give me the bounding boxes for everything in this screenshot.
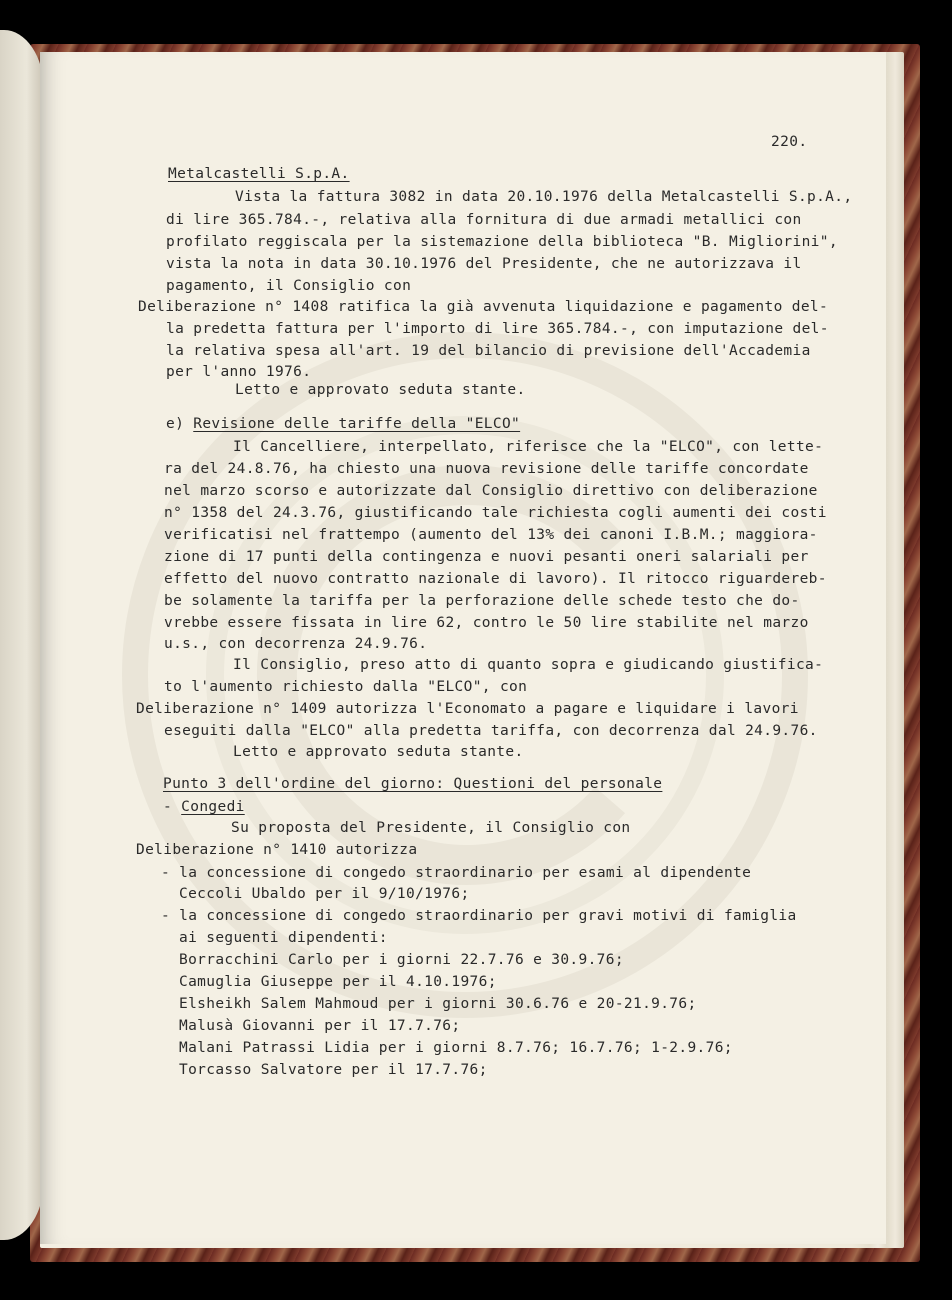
text-line: u.s., con decorrenza 24.9.76. xyxy=(164,636,428,652)
list-item: ai seguenti dipendenti: xyxy=(179,930,388,946)
text-line: Deliberazione n° 1408 ratifica la già avvenuta liquidazione e pagamento del- xyxy=(138,299,829,315)
text-line: per l'anno 1976. xyxy=(166,364,312,380)
subheading-prefix: - xyxy=(163,799,182,815)
list-item: - la concessione di congedo straordinario per gravi motivi di famiglia xyxy=(161,908,797,924)
text-line: vista la nota in data 30.10.1976 del Presidente, che ne autorizzava il xyxy=(166,256,802,272)
section-heading-personale: Punto 3 dell'ordine del giorno: Questioni del personale xyxy=(163,776,663,792)
text-line: n° 1358 del 24.3.76, giustificando tale richiesta cogli aumenti dei costi xyxy=(164,505,827,521)
page-number: 220. xyxy=(771,134,808,150)
text-line: to l'aumento richiesto dalla "ELCO", con xyxy=(164,679,528,695)
section-prefix: e) xyxy=(166,416,194,432)
text-line: vrebbe essere fissata in lire 62, contro le 50 lire stabilite nel marzo xyxy=(164,615,809,631)
text-line: Letto e approvato seduta stante. xyxy=(235,382,526,398)
text-line: verificatisi nel frattempo (aumento del 13% dei canoni I.B.M.; maggiora- xyxy=(164,527,818,543)
list-item: - la concessione di congedo straordinario per esami al dipendente xyxy=(161,865,752,881)
section-title: Revisione delle tariffe della "ELCO" xyxy=(193,416,521,432)
text-line: effetto del nuovo contratto nazionale di lavoro). Il ritocco riguardereb- xyxy=(164,571,827,587)
text-line: di lire 365.784.-, relativa alla fornitura di due armadi metallici con xyxy=(166,212,802,228)
text-line: Vista la fattura 3082 in data 20.10.1976 della Metalcastelli S.p.A., xyxy=(235,189,853,205)
text-line: Il Cancelliere, interpellato, riferisce che la "ELCO", con lette- xyxy=(233,439,824,455)
text-line: pagamento, il Consiglio con xyxy=(166,278,412,294)
list-item: Borracchini Carlo per i giorni 22.7.76 e 30.9.76; xyxy=(179,952,624,968)
list-item: Torcasso Salvatore per il 17.7.76; xyxy=(179,1062,488,1078)
text-line: be solamente la tariffa per la perforazione delle schede testo che do- xyxy=(164,593,800,609)
text-line: eseguiti dalla "ELCO" alla predetta tariffa, con decorrenza dal 24.9.76. xyxy=(164,723,818,739)
list-item: Ceccoli Ubaldo per il 9/10/1976; xyxy=(179,886,470,902)
list-item: Malusà Giovanni per il 17.7.76; xyxy=(179,1018,461,1034)
text-line: Letto e approvato seduta stante. xyxy=(233,744,524,760)
text-line: la relativa spesa all'art. 19 del bilancio di previsione dell'Accademia xyxy=(166,343,811,359)
text-line: nel marzo scorso e autorizzate dal Consiglio direttivo con deliberazione xyxy=(164,483,818,499)
subheading-congedi xyxy=(163,797,245,817)
list-item: Camuglia Giuseppe per il 4.10.1976; xyxy=(179,974,497,990)
text-line: Su proposta del Presidente, il Consiglio con xyxy=(231,820,631,836)
text-line: Deliberazione n° 1410 autorizza xyxy=(136,842,418,858)
text-line: zione di 17 punti della contingenza e nuovi pesanti oneri salariali per xyxy=(164,549,809,565)
facing-page-edge xyxy=(0,30,44,1240)
text-line: Deliberazione n° 1409 autorizza l'Economato a pagare e liquidare i lavori xyxy=(136,701,799,717)
text-line: la predetta fattura per l'importo di lire 365.784.-, con imputazione del- xyxy=(166,321,829,337)
text-line: profilato reggiscala per la sistemazione della biblioteca "B. Migliorini", xyxy=(166,234,838,250)
section-heading-elco xyxy=(166,414,520,434)
text-line: Il Consiglio, preso atto di quanto sopra e giudicando giustifica- xyxy=(233,657,824,673)
subheading-title: Congedi xyxy=(181,799,245,815)
list-item: Elsheikh Salem Mahmoud per i giorni 30.6.76 e 20-21.9.76; xyxy=(179,996,697,1012)
list-item: Malani Patrassi Lidia per i giorni 8.7.76; 16.7.76; 1-2.9.76; xyxy=(179,1040,733,1056)
section-heading-metalcastelli: Metalcastelli S.p.A. xyxy=(168,166,350,182)
text-line: ra del 24.8.76, ha chiesto una nuova revisione delle tariffe concordate xyxy=(164,461,809,477)
